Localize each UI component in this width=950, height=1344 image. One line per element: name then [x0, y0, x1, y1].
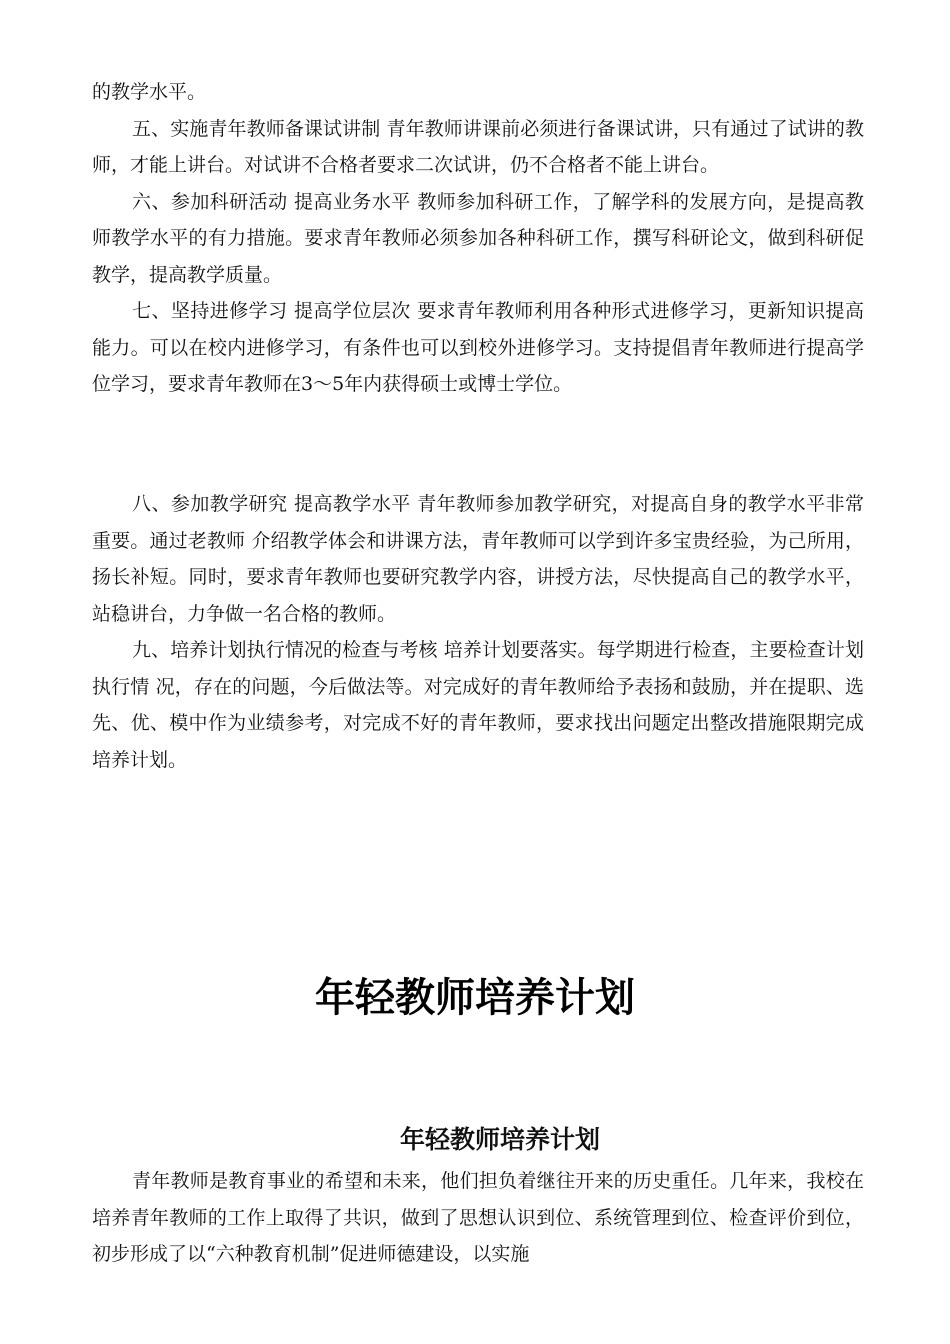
continuation-text: 的教学水平。	[92, 81, 207, 103]
paragraph-seven: 七、坚持进修学习 提高学位层次 要求青年教师利用各种形式进修学习，更新知识提高能力。可以在校内进修学习，有条件也可以到校外进修学习。支持提倡青年教师进行提高学位学习，要求青年教师在3～5年内获得硕士或博士学位。	[92, 300, 864, 395]
document-title: 年轻教师培养计划	[315, 975, 635, 1021]
paragraph-nine: 九、培养计划执行情况的检查与考核 培养计划要落实。每学期进行检查，主要检查计划执行情 况，存在的问题，今后做法等。对完成好的青年教师给予表扬和鼓励，并在提职、选先、优、模中作为业绩参考，对完成不好的青年教师，要求找出问题定出整改措施限期完成培养计划。	[92, 639, 864, 771]
document-subtitle: 年轻教师培养计划	[399, 1125, 600, 1154]
intro-paragraph: 青年教师是教育事业的希望和未来，他们担负着继往开来的历史重任。几年来，我校在培养青年教师的工作上取得了共识，做到了思想认识到位、系统管理到位、检查评价到位，初步形成了以“六种教育机制”促进师德建设，以实施	[92, 1170, 864, 1265]
body-text-middle	[92, 486, 864, 778]
paragraph-six: 六、参加科研活动 提高业务水平 教师参加科研工作，了解学科的发展方向，是提高教师教学水平的有力措施。要求青年教师必须参加各种科研工作，撰写科研论文，做到科研促教学，提高教学质量。	[92, 190, 864, 286]
body-text-top	[92, 74, 864, 403]
paragraph-eight: 八、参加教学研究 提高教学水平 青年教师参加教学研究，对提高自身的教学水平非常重要。通过老教师 介绍教学体会和讲课方法，青年教师可以学到许多宝贵经验，为己所用，扬长补短。同时，要求青年教师也要研究教学内容，讲授方法，尽快提高自己的教学水平，站稳讲台，力争做一名合格的教师。	[92, 493, 864, 625]
body-text-bottom	[92, 1163, 864, 1273]
paragraph-five: 五、实施青年教师备课试讲制 青年教师讲课前必须进行备课试讲，只有通过了试讲的教师，才能上讲台。对试讲不合格者要求二次试讲，仍不合格者不能上讲台。	[92, 117, 864, 176]
